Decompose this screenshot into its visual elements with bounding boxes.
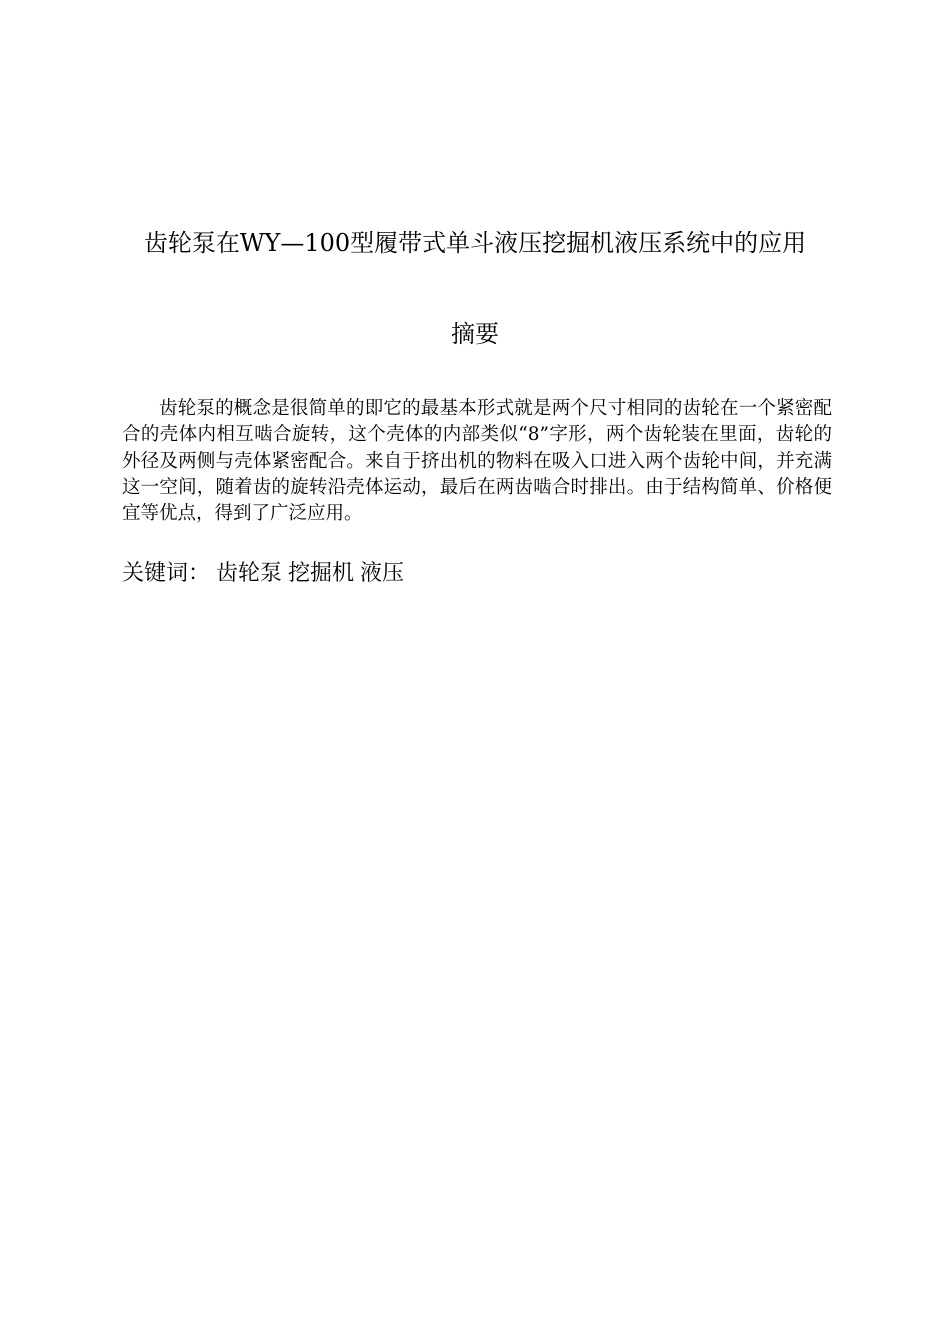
keyword-item: 齿轮泵 [216, 561, 283, 586]
keywords-label: 关键词： [122, 561, 211, 586]
abstract-heading: 摘要 [451, 320, 499, 348]
keyword-item: 挖掘机 [288, 561, 355, 586]
abstract-body: 齿轮泵的概念是很简单的即它的最基本形式就是两个尺寸相同的齿轮在一个紧密配合的壳体内相互啮合旋转，这个壳体的内部类似“8”字形，两个齿轮装在里面，齿轮的外径及两侧与壳体紧密配合。来自于挤出机的物料在吸入口进入两个齿轮中间，并充满这一空间，随着齿的旋转沿壳体运动，最后在两齿啮合时排出。由于结构简单、价格便宜等优点，得到了广泛应用。 [122, 398, 832, 525]
keywords-line [122, 558, 404, 590]
document-title: 齿轮泵在WY—100型履带式单斗液压挖掘机液压系统中的应用 [143, 229, 807, 257]
keyword-item: 液压 [360, 561, 405, 586]
